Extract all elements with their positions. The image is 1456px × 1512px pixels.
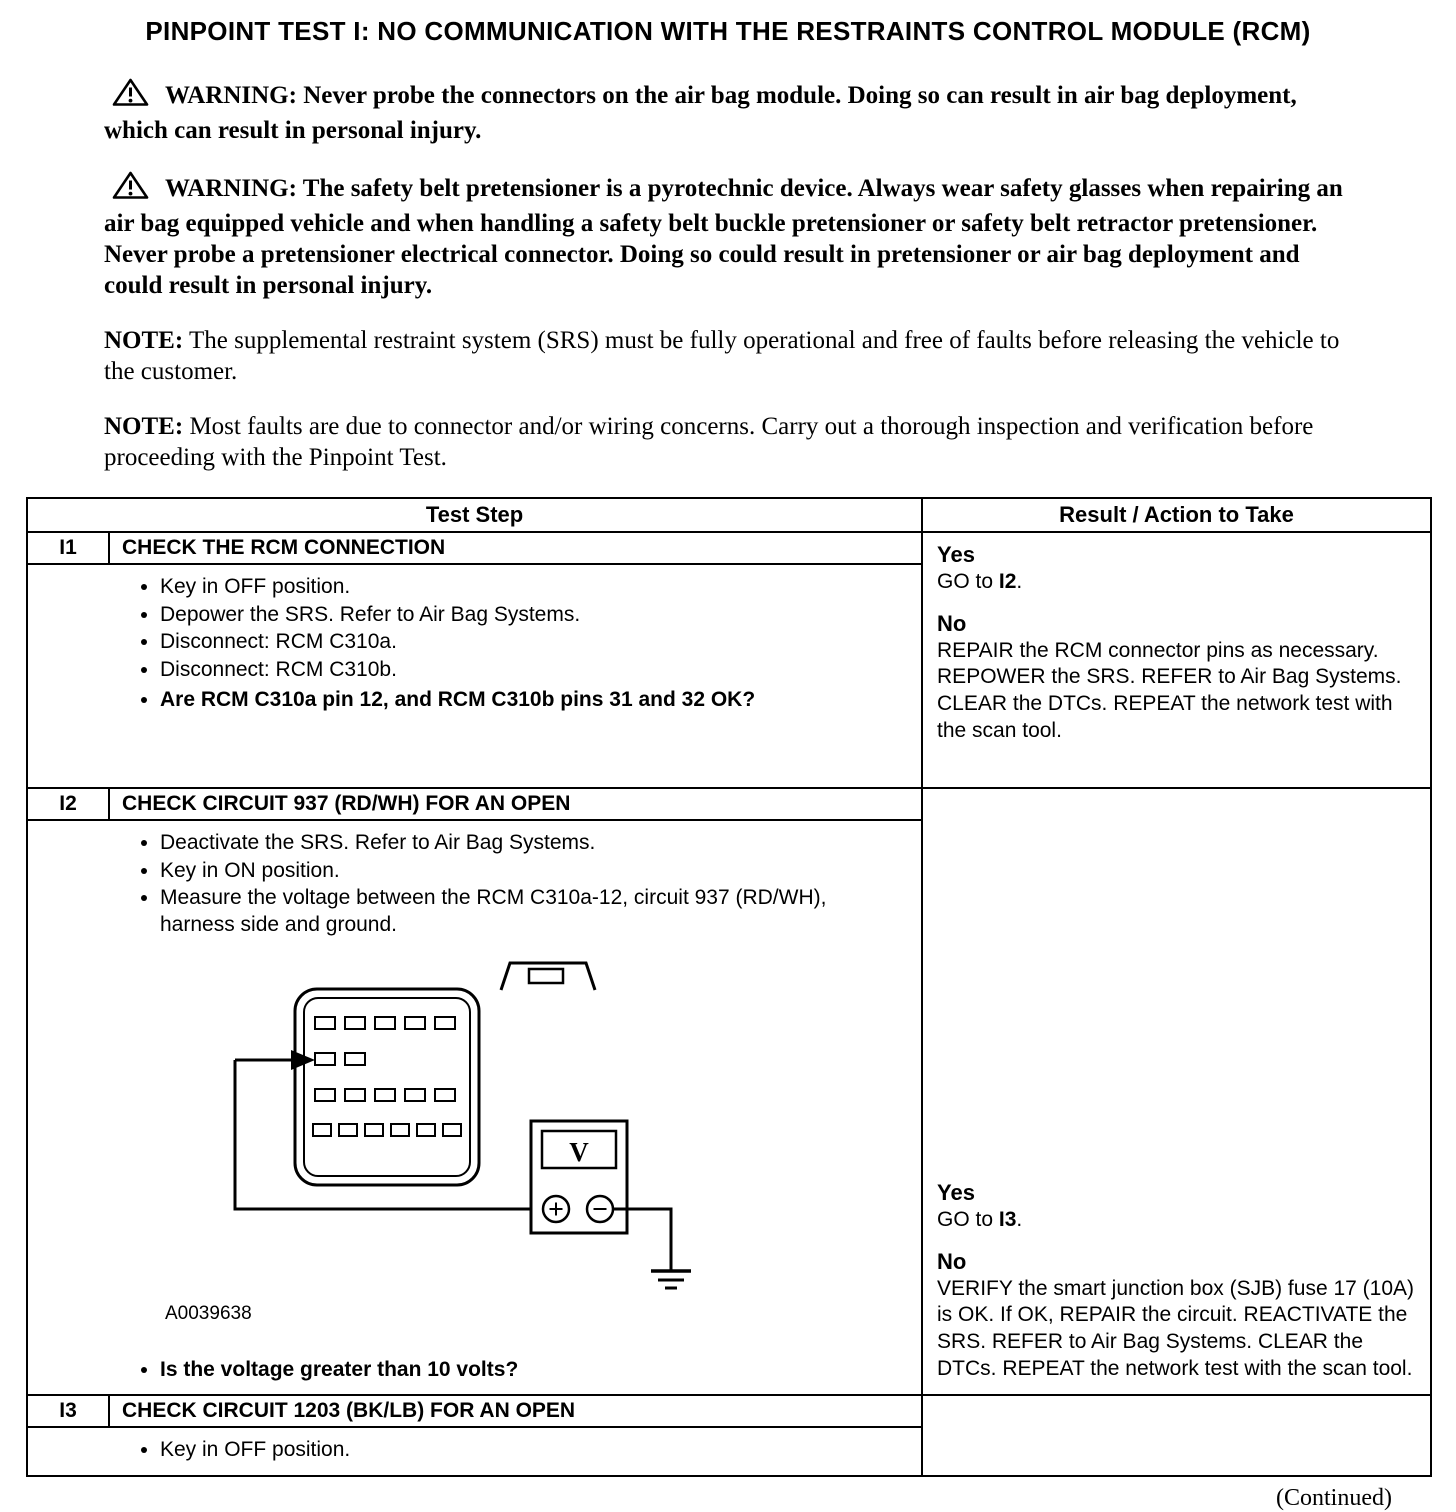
page-title: PINPOINT TEST I: NO COMMUNICATION WITH THE RESTRAINTS CONTROL MODULE (RCM) bbox=[145, 16, 1311, 46]
result-column-header: Result / Action to Take bbox=[922, 498, 1431, 532]
test-step-body-i2 bbox=[27, 820, 922, 1395]
figure-label: A0039638 bbox=[165, 1302, 252, 1324]
step-question: • Is the voltage greater than 10 volts? bbox=[160, 1357, 851, 1384]
note-text: Most faults are due to connector and/or wiring concerns. Carry out a thorough inspection and verification before proceeding with the Pinpoint Test. bbox=[104, 413, 1314, 471]
step-item: • Disconnect: RCM C310b. bbox=[160, 657, 851, 684]
step-list bbox=[28, 574, 851, 713]
result-yes-action bbox=[937, 569, 1420, 596]
step-item: • Key in OFF position. bbox=[160, 1437, 851, 1464]
table-header-row bbox=[27, 498, 1431, 532]
note-label: NOTE: bbox=[104, 327, 184, 354]
connector-voltmeter-diagram bbox=[163, 953, 723, 1348]
step-list bbox=[28, 1357, 851, 1384]
test-step-body-i1 bbox=[27, 564, 922, 788]
test-step-title: CHECK CIRCUIT 1203 (BK/LB) FOR AN OPEN bbox=[109, 1395, 922, 1427]
test-step-column-header: Test Step bbox=[27, 498, 922, 532]
result-yes-label: Yes bbox=[937, 1180, 975, 1206]
result-yes-action bbox=[937, 1207, 1420, 1234]
warning-text: The safety belt pretensioner is a pyrotechnic device. Always wear safety glasses when repairing an air bag equipped vehicle and when handling a safety belt buckle pretensioner or safety belt retractor pretensioner. Never probe a pretensioner electrical connector. Doing so could result in pretensioner or air bag deployment and could result in personal injury. bbox=[104, 175, 1343, 299]
step-question: • Are RCM C310a pin 12, and RCM C310b pins 31 and 32 OK? bbox=[160, 687, 851, 714]
step-item: • Key in ON position. bbox=[160, 858, 851, 885]
voltmeter bbox=[531, 1121, 627, 1233]
test-step-id: I2 bbox=[27, 788, 109, 820]
step-item: • Key in OFF position. bbox=[160, 574, 851, 601]
step-item: • Disconnect: RCM C310a. bbox=[160, 629, 851, 656]
result-no-action: REPAIR the RCM connector pins as necessary. REPOWER the SRS. REFER to Air Bag Systems. CLEAR the DTCs. REPEAT the network test with the scan tool. bbox=[937, 638, 1402, 742]
go-to-target: I3 bbox=[998, 1208, 1017, 1232]
connector-tab bbox=[501, 963, 595, 990]
result-cell-i3 bbox=[922, 1395, 1431, 1476]
note-paragraph-2 bbox=[104, 411, 1360, 473]
warning-triangle-icon bbox=[112, 170, 149, 208]
test-row-i2-header bbox=[27, 788, 1431, 820]
test-row-i1-header bbox=[27, 532, 1431, 564]
note-text: The supplemental restraint system (SRS) must be fully operational and free of faults before releasing the vehicle to the customer. bbox=[104, 327, 1340, 385]
warning-text: Never probe the connectors on the air bag module. Doing so can result in air bag deployment, which can result in personal injury. bbox=[104, 82, 1297, 144]
note-label: NOTE: bbox=[104, 413, 184, 440]
warning-paragraph-2 bbox=[104, 170, 1360, 301]
warning-label: WARNING: bbox=[165, 82, 297, 109]
note-paragraph-1 bbox=[104, 325, 1360, 387]
circuit-test-figure bbox=[163, 953, 723, 1354]
test-row-i3-header bbox=[27, 1395, 1431, 1427]
voltmeter-symbol: V bbox=[569, 1136, 589, 1167]
step-item: • Depower the SRS. Refer to Air Bag Systems. bbox=[160, 602, 851, 629]
test-step-title: CHECK THE RCM CONNECTION bbox=[109, 532, 922, 564]
go-to-suffix: . bbox=[1016, 569, 1023, 593]
go-to-target: I2 bbox=[998, 569, 1017, 593]
pinpoint-test-table bbox=[26, 497, 1432, 1477]
result-no-label: No bbox=[937, 1248, 967, 1274]
warning-triangle-icon bbox=[112, 77, 149, 115]
warning-paragraph-1 bbox=[104, 77, 1360, 146]
warning-label: WARNING: bbox=[165, 175, 297, 202]
go-to-prefix: GO to bbox=[937, 569, 999, 593]
result-cell-i2 bbox=[922, 788, 1431, 1395]
step-list bbox=[28, 1437, 851, 1464]
test-step-title: CHECK CIRCUIT 937 (RD/WH) FOR AN OPEN bbox=[109, 788, 922, 820]
continued-note: (Continued) bbox=[1276, 1484, 1392, 1511]
result-no-action: VERIFY the smart junction box (SJB) fuse 17 (10A) is OK. If OK, REPAIR the circuit. REACTIVATE the SRS. REFER to Air Bag Systems. CLEAR the DTCs. REPEAT the network test with the scan tool. bbox=[937, 1276, 1414, 1380]
test-step-id: I1 bbox=[27, 532, 109, 564]
go-to-suffix: . bbox=[1016, 1208, 1023, 1232]
step-item: • Deactivate the SRS. Refer to Air Bag Systems. bbox=[160, 830, 851, 857]
step-item: • Measure the voltage between the RCM C310a-12, circuit 937 (RD/WH), harness side and ground. bbox=[160, 885, 851, 938]
test-step-body-i3 bbox=[27, 1427, 922, 1476]
go-to-prefix: GO to bbox=[937, 1208, 999, 1232]
result-no-label: No bbox=[937, 610, 967, 636]
result-cell-i1 bbox=[922, 532, 1431, 788]
test-step-id: I3 bbox=[27, 1395, 109, 1427]
result-yes-label: Yes bbox=[937, 542, 975, 567]
step-list bbox=[28, 830, 851, 939]
